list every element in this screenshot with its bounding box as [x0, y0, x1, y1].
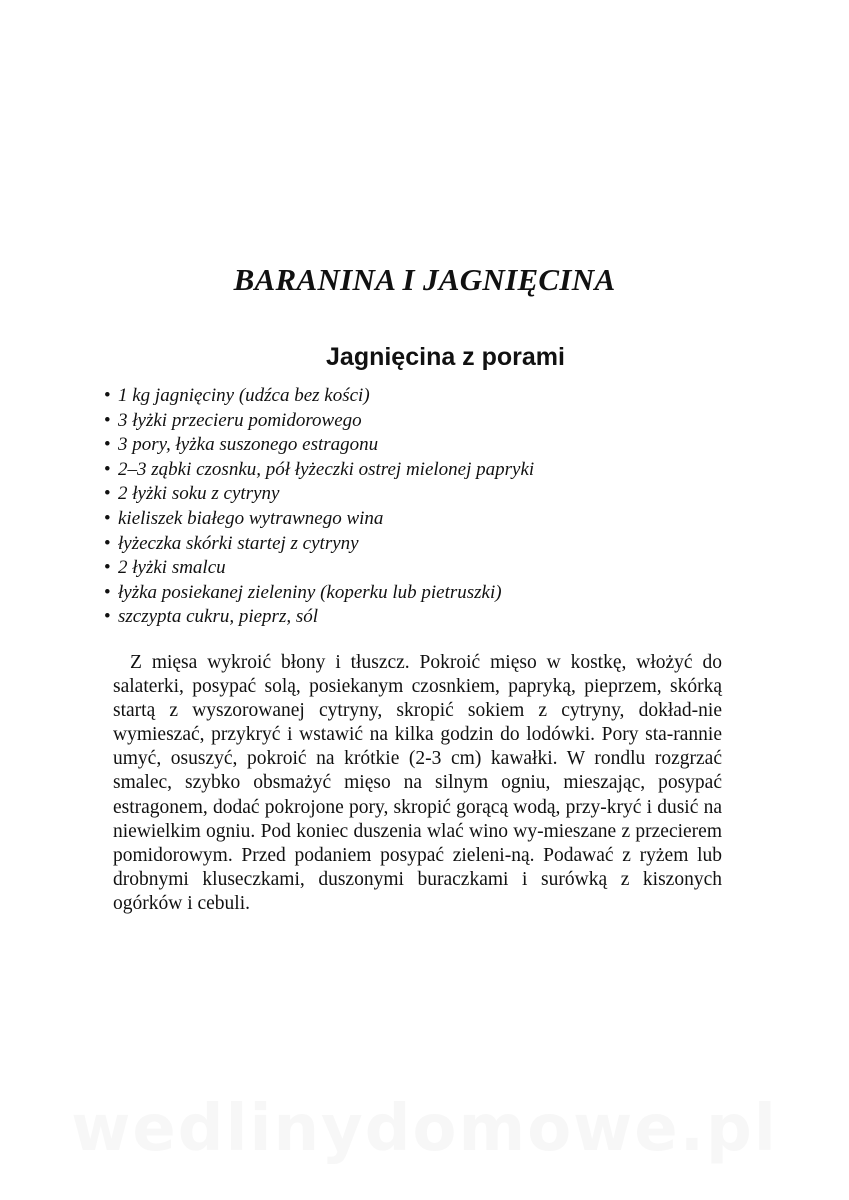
instructions-paragraph: Z mięsa wykroić błony i tłuszcz. Pokroić mięso w kostkę, włożyć do salaterki, posypać solą, posiekanym czosnkiem, papryką, pieprzem, skórką startą z wyszorowanej cytryny, skropić sokiem z cytryny, dokład-nie wymieszać, przykryć i wstawić na kilka godzin do lodówki. Pory sta-rannie umyć, osuszyć, pokroić na krótkie (2-3 cm) kawałki. W rondlu rozgrzać smalec, szybko obsmażyć mięso na silnym ogniu, mieszając, posypać estragonem, dodać pokrojone pory, skropić gorącą wodą, przy-kryć i dusić na niewielkim ogniu. Pod koniec duszenia wlać wino wy-mieszane z przecierem pomidorowym. Przed podaniem posypać zieleni-ną. Podawać z ryżem lub drobnymi kluseczkami, duszonymi buraczkami i surówką z kiszonych ogórków i cebuli.	[113, 652, 722, 914]
ingredient-item: • 3 łyżki przecieru pomidorowego	[104, 409, 534, 434]
ingredient-item: • szczypta cukru, pieprz, sól	[104, 605, 534, 630]
ingredient-item: • 3 pory, łyżka suszonego estragonu	[104, 433, 534, 458]
watermark: wedlinydomowe.pl	[71, 1092, 778, 1166]
chapter-title: BARANINA I JAGNIĘCINA	[233, 262, 616, 297]
ingredient-item: • 1 kg jagnięciny (udźca bez kości)	[104, 384, 534, 409]
ingredient-item: • 2 łyżki soku z cytryny	[104, 482, 534, 507]
ingredient-item: • kieliszek białego wytrawnego wina	[104, 507, 534, 532]
ingredients-list	[104, 384, 534, 630]
ingredient-item: • łyżka posiekanej zieleniny (koperku lub pietruszki)	[104, 581, 534, 606]
ingredient-item: • łyżeczka skórki startej z cytryny	[104, 532, 534, 557]
ingredient-item: • 2 łyżki smalcu	[104, 556, 534, 581]
recipe-title: Jagnięcina z porami	[326, 343, 565, 371]
ingredient-item: • 2–3 ząbki czosnku, pół łyżeczki ostrej mielonej papryki	[104, 458, 534, 483]
